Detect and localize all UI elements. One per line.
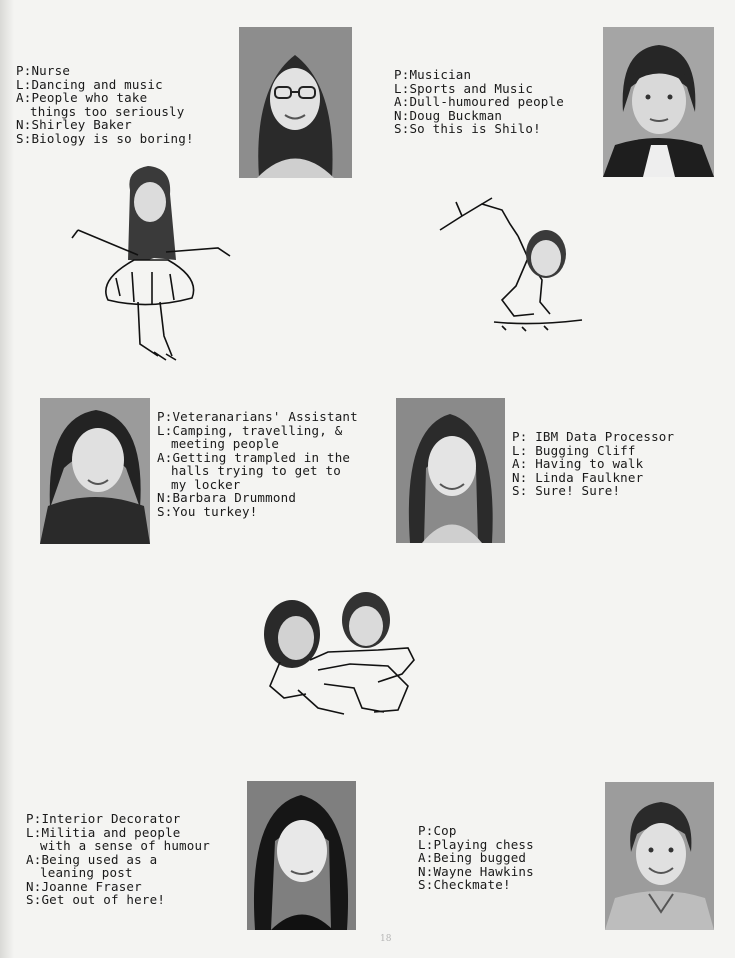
bio-line-prefix: N: <box>394 107 410 123</box>
bio-line <box>512 471 674 485</box>
bio-barbara-drummond <box>157 410 358 518</box>
bio-line-text: my locker <box>171 476 241 492</box>
bio-line <box>418 838 534 852</box>
bio-line <box>16 118 194 132</box>
bio-line-text: Linda Faulkner <box>535 469 644 485</box>
bio-shirley-baker <box>16 64 194 145</box>
bio-line-text: Being used as a <box>41 851 158 867</box>
bio-line-prefix: A: <box>418 850 434 865</box>
hugging-couple-illustration <box>258 590 430 720</box>
bio-line <box>512 444 674 458</box>
bio-line-prefix: S: <box>16 130 32 146</box>
bio-line <box>157 464 358 478</box>
bio-line <box>157 424 358 438</box>
bio-line <box>394 68 564 82</box>
bio-line-prefix: L: <box>157 422 173 438</box>
bio-line-prefix: A: <box>394 94 410 109</box>
bio-line-prefix: A: <box>512 456 536 471</box>
bio-line <box>418 878 534 892</box>
bio-line-prefix: P: <box>418 823 434 838</box>
bio-line-text: Checkmate! <box>433 877 511 892</box>
bio-line <box>512 430 674 444</box>
bio-line-text: Militia and people <box>41 824 181 840</box>
bio-line-prefix: N: <box>16 117 32 132</box>
bio-doug-buckman <box>394 68 564 136</box>
bio-line <box>26 880 210 894</box>
bio-line-prefix: A: <box>26 851 42 867</box>
bio-line-text: Being bugged <box>433 850 527 865</box>
portrait-doug-buckman <box>603 27 714 177</box>
bio-line-prefix: P: <box>16 63 32 78</box>
bio-line-text: Sure! Sure! <box>535 483 621 498</box>
bio-line-text: Musician <box>409 67 472 82</box>
bio-line-prefix: L: <box>394 80 410 96</box>
bio-line-prefix: N: <box>157 490 173 505</box>
portrait-joanne-fraser <box>247 781 356 930</box>
bio-line <box>26 853 210 867</box>
bio-line-text: Interior Decorator <box>41 811 181 826</box>
bio-line-prefix: N: <box>26 878 42 894</box>
bio-line-text: Joanne Fraser <box>41 878 142 894</box>
bio-line <box>157 478 358 492</box>
bio-line-text: Biology is so boring! <box>31 130 194 146</box>
bio-line-prefix: L: <box>512 442 536 458</box>
bio-linda-faulkner <box>512 430 674 498</box>
bio-line <box>418 865 534 879</box>
bio-line <box>394 109 564 123</box>
bio-line-prefix: P: <box>394 67 410 82</box>
bio-line-prefix: S: <box>394 121 410 136</box>
bio-joanne-fraser <box>26 812 210 907</box>
page-number: 18 <box>380 934 392 944</box>
portrait-barbara-drummond <box>40 398 150 544</box>
bio-line <box>157 451 358 465</box>
bio-line <box>157 410 358 424</box>
bio-line-text: Barbara Drummond <box>172 490 297 505</box>
bio-line-prefix: P: <box>26 811 42 826</box>
bio-line-text: Bugging Cliff <box>535 442 636 458</box>
bio-line <box>26 812 210 826</box>
bio-line-text: Sports and Music <box>409 80 534 96</box>
bio-line <box>26 866 210 880</box>
bio-line <box>26 826 210 840</box>
portrait-shirley-baker <box>239 27 352 178</box>
bio-line-text: Get out of here! <box>41 892 166 907</box>
bio-line-prefix: P: <box>157 409 173 424</box>
bio-line <box>512 457 674 471</box>
bio-line <box>26 893 210 907</box>
bio-line <box>157 491 358 505</box>
page-gutter-shade <box>0 0 14 958</box>
bio-line-text: meeting people <box>171 436 280 451</box>
bio-line-prefix: S: <box>512 483 536 498</box>
bio-line-text: with a sense of humour <box>40 838 210 853</box>
bio-line <box>394 82 564 96</box>
bio-line <box>16 105 194 119</box>
bio-line-prefix: S: <box>157 503 173 519</box>
bio-line-text: You turkey! <box>172 503 258 519</box>
bio-line-text: People who take <box>31 90 148 105</box>
bio-line-prefix: P: <box>512 429 536 444</box>
bio-line-text: halls trying to get to <box>171 463 341 478</box>
bio-line-text: Playing chess <box>433 836 534 852</box>
dancing-girl-illustration <box>68 160 236 366</box>
bio-line-prefix: A: <box>16 90 32 105</box>
bio-line-text: Camping, travelling, & <box>172 422 343 438</box>
bio-line-text: things too seriously <box>30 103 185 119</box>
bio-line <box>16 78 194 92</box>
bio-line-text: Nurse <box>31 63 71 78</box>
bio-line-text: Dull-humoured people <box>409 94 564 109</box>
bio-line-text: Veteranarians' Assistant <box>172 409 358 424</box>
bio-line <box>394 95 564 109</box>
bio-line <box>418 824 534 838</box>
bio-line-prefix: L: <box>418 836 434 852</box>
bio-line <box>157 437 358 451</box>
bio-line-prefix: L: <box>26 824 42 840</box>
bio-line-prefix: N: <box>512 469 536 485</box>
bio-line-text: Shirley Baker <box>31 117 132 132</box>
bio-line <box>16 91 194 105</box>
portrait-linda-faulkner <box>396 398 505 543</box>
bio-line-text: Dancing and music <box>31 76 163 92</box>
bio-line <box>26 839 210 853</box>
bio-line-prefix: L: <box>16 76 32 92</box>
bio-wayne-hawkins <box>418 824 534 892</box>
bio-line-prefix: S: <box>418 877 434 892</box>
portrait-wayne-hawkins <box>605 782 714 930</box>
bio-line <box>512 484 674 498</box>
bio-line-text: Having to walk <box>535 456 644 471</box>
bio-line-prefix: S: <box>26 892 42 907</box>
bio-line-text: So this is Shilo! <box>409 121 541 136</box>
bio-line-prefix: N: <box>418 863 434 879</box>
bio-line-text: Wayne Hawkins <box>433 863 534 879</box>
cartwheel-boy-illustration <box>432 196 592 332</box>
bio-line-text: IBM Data Processor <box>535 429 675 444</box>
bio-line <box>16 64 194 78</box>
bio-line <box>418 851 534 865</box>
bio-line-text: leaning post <box>40 865 133 880</box>
bio-line-prefix: A: <box>157 449 173 465</box>
bio-line-text: Getting trampled in the <box>172 449 351 465</box>
bio-line-text: Cop <box>433 823 457 838</box>
bio-line <box>394 122 564 136</box>
bio-line <box>157 505 358 519</box>
bio-line <box>16 132 194 146</box>
bio-line-text: Doug Buckman <box>409 107 503 123</box>
